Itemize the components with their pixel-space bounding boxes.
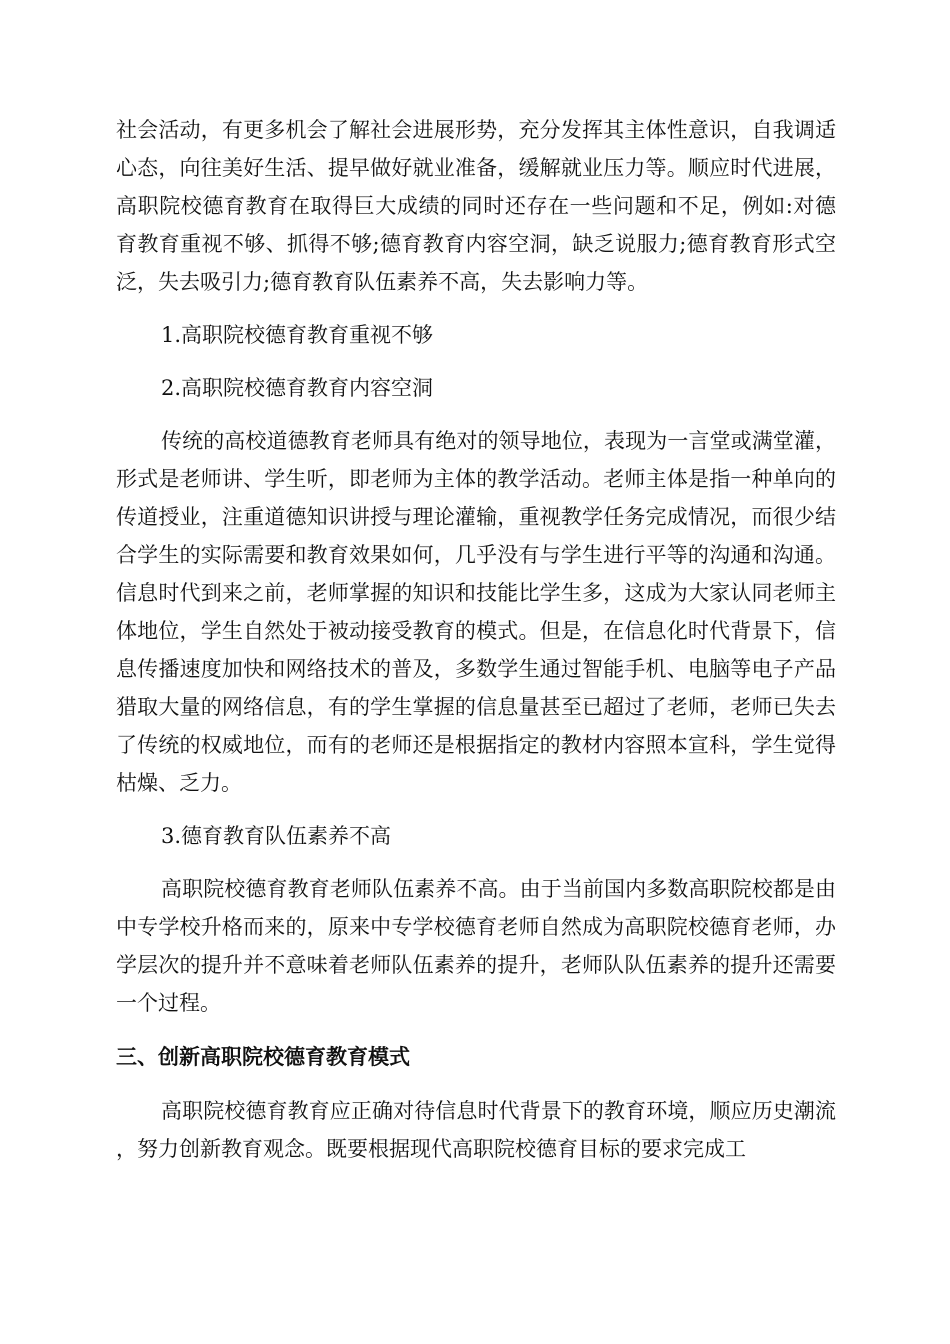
paragraph-intro-continued: 社会活动，有更多机会了解社会进展形势，充分发挥其主体性意识，自我调适心态，向往美好生活、提早做好就业准备，缓解就业压力等。顺应时代进展，高职院校德育教育在取得巨大成绩的同时还存在一些问题和不足，例如:对德育教育重视不够、抓得不够;德育教育内容空洞，缺乏说服力;德育教育形式空泛，失去吸引力;德育教育队伍素养不高，失去影响力等。 bbox=[116, 118, 836, 294]
paragraph-content-empty: 传统的高校道德教育老师具有绝对的领导地位，表现为一言堂或满堂灌，形式是老师讲、学生听，即老师为主体的教学活动。老师主体是指一种单向的传道授业，注重道德知识讲授与理论灌输，重视教学任务完成情况，而很少结合学生的实际需要和教育效果如何，几乎没有与学生进行平等的沟通和沟通。信息时代到来之前，老师掌握的知识和技能比学生多，这成为大家认同老师主体地位，学生自然处于被动接受教育的模式。但是，在信息化时代背景下，信息传播速度加快和网络技术的普及，多数学生通过智能手机、电脑等电子产品猎取大量的网络信息，有的学生掌握的信息量甚至已超过了老师，老师已失去了传统的权威地位，而有的老师还是根据指定的教材内容照本宣科，学生觉得枯燥、乏力。 bbox=[116, 429, 836, 795]
paragraph-teacher-quality: 高职院校德育教育老师队伍素养不高。由于当前国内多数高职院校都是由中专学校升格而来的，原来中专学校德育老师自然成为高职院校德育老师，办学层次的提升并不意味着老师队伍素养的提升，老师队队伍素养的提升还需要一个过程。 bbox=[116, 877, 836, 1015]
subheading-1: 1.高职院校德育教育重视不够 bbox=[161, 323, 434, 347]
document-body bbox=[116, 111, 836, 1168]
subheading-3: 3.德育教育队伍素养不高 bbox=[161, 824, 392, 848]
paragraph-innovation: 高职院校德育教育应正确对待信息时代背景下的教育环境，顺应历史潮流，努力创新教育观念。既要根据现代高职院校德育目标的要求完成工 bbox=[116, 1099, 836, 1161]
section-heading-3: 三、创新高职院校德育教育模式 bbox=[116, 1045, 410, 1069]
subheading-2: 2.高职院校德育教育内容空洞 bbox=[161, 376, 434, 400]
